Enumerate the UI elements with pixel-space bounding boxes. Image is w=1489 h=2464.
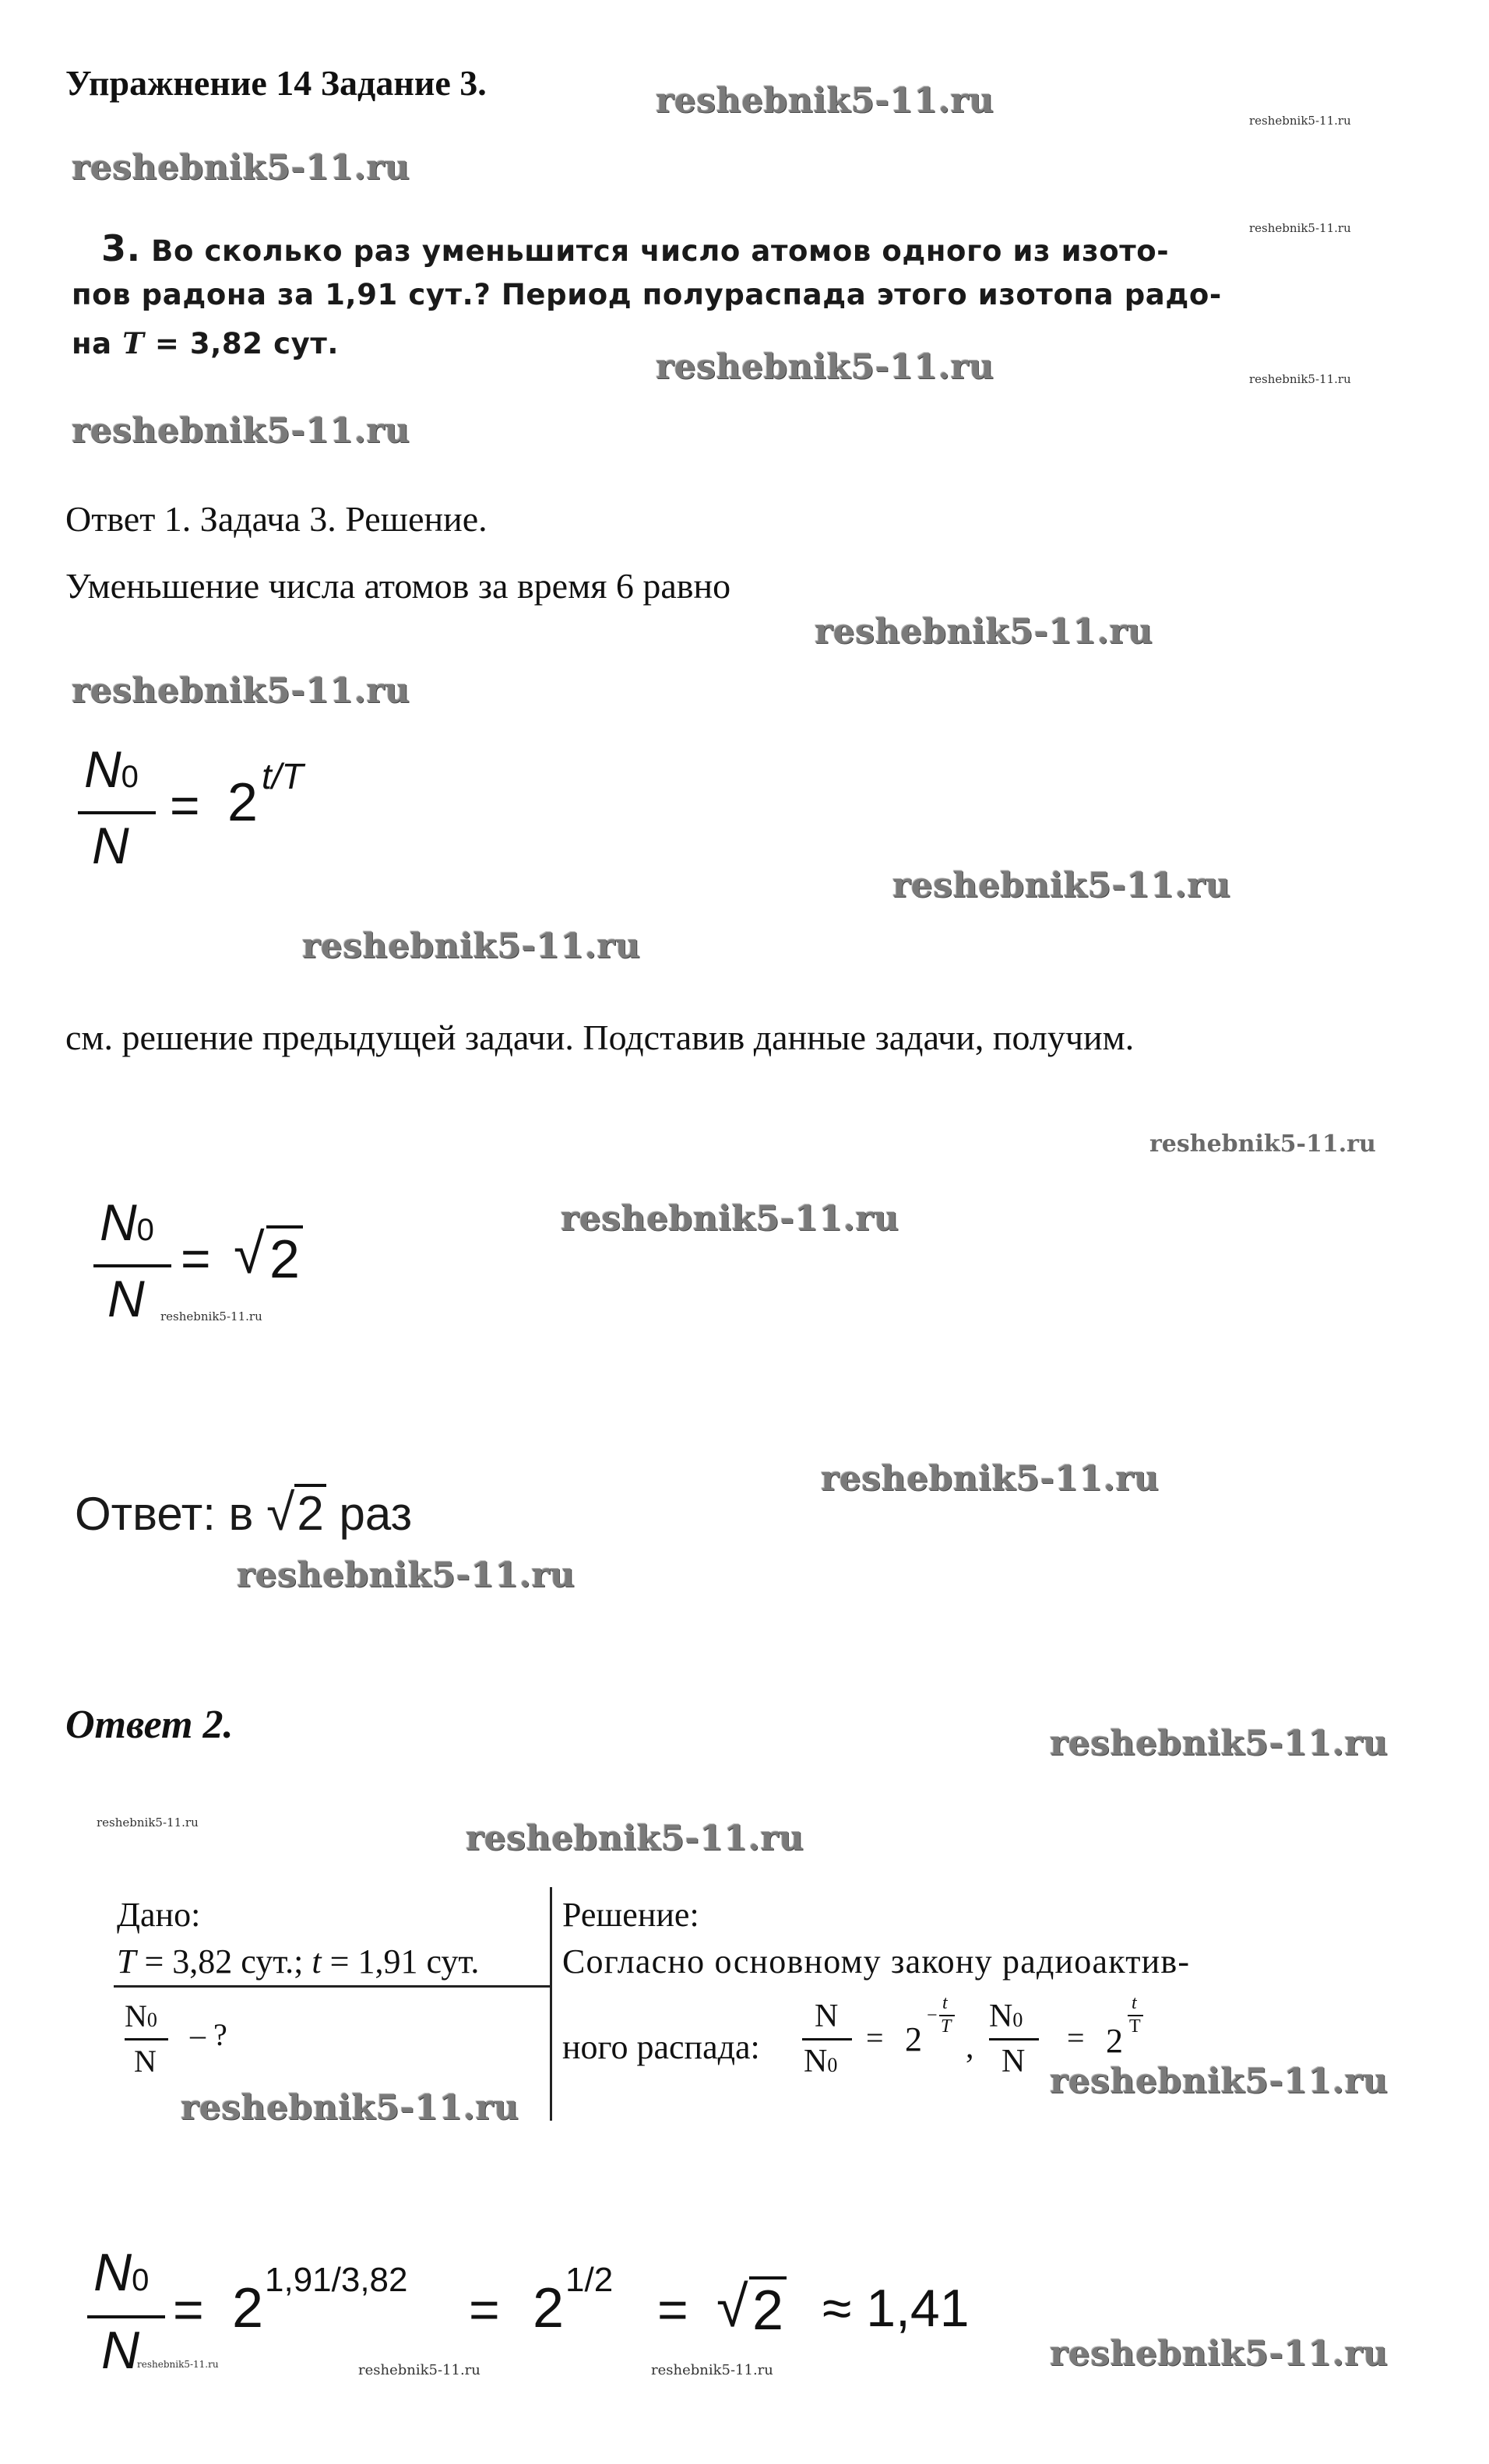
watermark-small: reshebnik5-11.ru	[97, 1815, 199, 1830]
inverse-law-formula: N0 N = 2 t T	[989, 1998, 1160, 2099]
decay-law-formula: N N0 = 2 − t T ,	[804, 1993, 974, 2079]
watermark: reshebnik5-11.ru	[1050, 2062, 1389, 2101]
fraction: N0 N	[93, 1193, 171, 1341]
watermark-small: reshebnik5-11.ru	[1249, 114, 1351, 128]
watermark-small: reshebnik5-11.ru	[160, 1309, 262, 1323]
formula-sqrt2: N0 N = √ 2	[93, 1193, 405, 1341]
table-divider	[114, 1985, 550, 1988]
watermark: reshebnik5-11.ru	[72, 671, 410, 711]
final-formula: N0 N = 2 1,91/3,82 = 2 1/2 = √ 2 ≈ 1,41	[87, 2242, 1053, 2398]
watermark-small: reshebnik5-11.ru	[1249, 372, 1351, 386]
watermark-small: reshebnik5-11.ru	[1249, 221, 1351, 235]
watermark: reshebnik5-11.ru	[237, 1555, 576, 1595]
problem-line-1: 3. Во сколько раз уменьшится число атомов одного из изото-	[101, 227, 1170, 269]
answer-2-label: Ответ 2.	[65, 1703, 234, 1747]
answer-1-label: Ответ 1. Задача 3. Решение.	[65, 499, 488, 539]
watermark: reshebnik5-11.ru	[656, 81, 994, 121]
fraction: N0 N	[78, 740, 156, 888]
solution-line-1: Согласно основному закону радиоактив-	[562, 1942, 1191, 1981]
watermark: reshebnik5-11.ru	[892, 866, 1231, 905]
answer-1-final: Ответ: в √2 раз	[75, 1483, 413, 1541]
watermark: reshebnik5-11.ru	[821, 1459, 1160, 1499]
find-question: – ?	[190, 2017, 227, 2052]
fraction: N0 N	[87, 2242, 165, 2398]
watermark: reshebnik5-11.ru	[1050, 1724, 1389, 1763]
watermark: reshebnik5-11.ru	[302, 926, 641, 966]
watermark: reshebnik5-11.ru	[72, 411, 410, 451]
watermark: reshebnik5-11.ru	[815, 612, 1153, 652]
page-title: Упражнение 14 Задание 3.	[65, 63, 487, 103]
watermark-medium: reshebnik5-11.ru	[1149, 1130, 1376, 1158]
answer-1-intro: Уменьшение числа атомов за время 6 равно	[65, 566, 731, 606]
given-values: T = 3,82 сут.; t = 1,91 сут.	[117, 1942, 480, 1981]
watermark: reshebnik5-11.ru	[561, 1199, 899, 1239]
solution-label: Решение:	[562, 1896, 699, 1934]
watermark-small: reshebnik5-11.ru	[358, 2362, 480, 2378]
formula-decay-ratio: N0 N = 2 t/T	[78, 740, 545, 888]
table-vertical-divider	[550, 1887, 552, 2121]
watermark: reshebnik5-11.ru	[656, 347, 994, 387]
problem-number: 3.	[101, 227, 141, 269]
solution-line-2: ного распада:	[562, 2028, 760, 2066]
problem-line-2: пов радона за 1,91 сут.? Период полураспада этого изотопа радо-	[72, 278, 1222, 311]
watermark-small: reshebnik5-11.ru	[651, 2362, 773, 2378]
answer-1-note: см. решение предыдущей задачи. Подставив данные задачи, получим.	[65, 1018, 1135, 1057]
watermark: reshebnik5-11.ru	[1050, 2334, 1389, 2374]
problem-line-3: на T = 3,82 сут.	[72, 326, 340, 360]
find-fraction: N0 N	[125, 1998, 171, 2083]
watermark: reshebnik5-11.ru	[181, 2088, 519, 2128]
watermark: reshebnik5-11.ru	[72, 148, 410, 188]
watermark: reshebnik5-11.ru	[466, 1819, 804, 1858]
watermark-small: reshebnik5-11.ru	[137, 2359, 219, 2370]
given-label: Дано:	[117, 1896, 201, 1934]
